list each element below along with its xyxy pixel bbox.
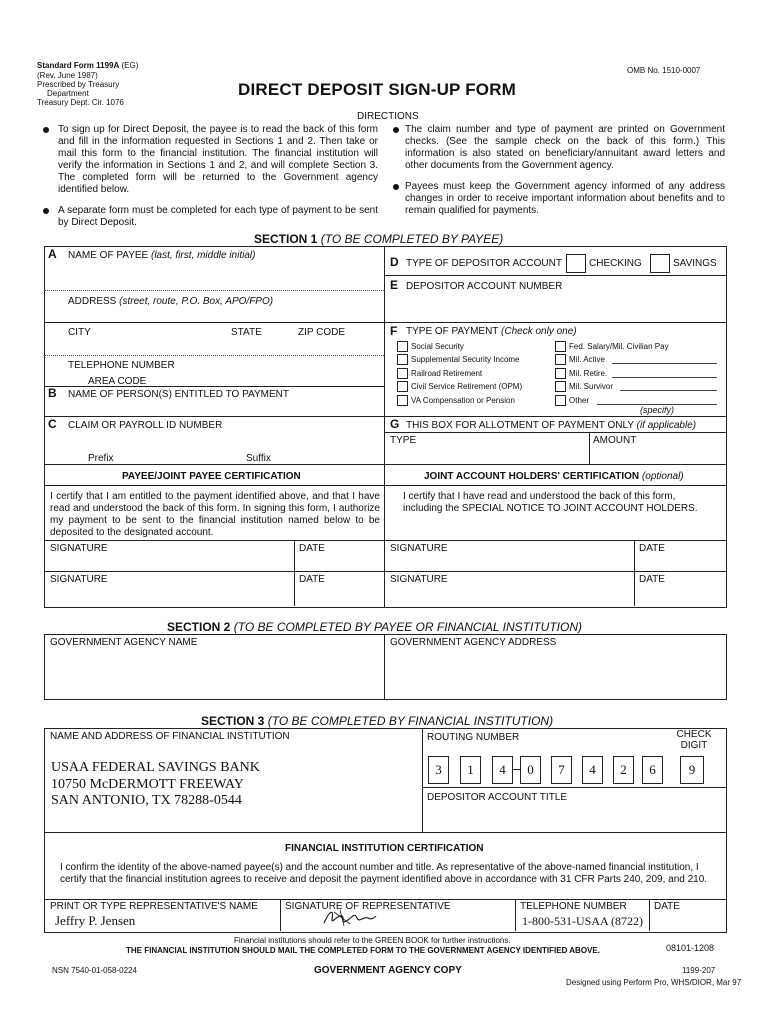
field-letter-g: G xyxy=(390,417,400,431)
form-id: 1199-207 xyxy=(682,966,716,975)
allotment-type-label: TYPE xyxy=(390,435,417,446)
check-digit-label-1: CHECK xyxy=(676,729,712,740)
agency-address-label: GOVERNMENT AGENCY ADDRESS xyxy=(390,637,557,648)
va-compensation-checkbox[interactable] xyxy=(397,395,408,406)
mil-survivor-checkbox[interactable] xyxy=(555,381,566,392)
routing-digit[interactable]: 6 xyxy=(642,756,663,784)
page-title: DIRECT DEPOSIT SIGN-UP FORM xyxy=(238,80,517,99)
agency-name-field[interactable] xyxy=(46,652,382,696)
rep-date-label: DATE xyxy=(654,901,680,912)
allotment-type-field[interactable] xyxy=(386,448,586,462)
payment-option-label: Civil Service Retirement (OPM) xyxy=(411,382,523,391)
second-joint-date-label: DATE xyxy=(639,574,665,585)
directions-heading: DIRECTIONS xyxy=(357,111,419,122)
green-book-note: Financial institutions should refer to the GREEN BOOK for further instructions. xyxy=(234,936,511,945)
civil-service-checkbox[interactable] xyxy=(397,381,408,392)
directions-left-1: To sign up for Direct Deposit, the payee is to read the back of this form and fill in the information requested in Sections 1 and 2. Then take or mail this form to the financial institution. The financial institution will verify the information in Sections 1 and 2, and will complete Section 3. The completed form will be returned to the Government agency identified below. xyxy=(58,124,378,195)
joint-payee-signature-label: SIGNATURE xyxy=(50,574,108,585)
payment-option-label: Other xyxy=(569,396,590,405)
joint-payee-signature-field[interactable] xyxy=(46,587,291,603)
joint-cert-title: JOINT ACCOUNT HOLDERS' CERTIFICATION (optional) xyxy=(424,471,684,482)
claim-id-label: CLAIM OR PAYROLL ID NUMBER xyxy=(68,420,223,431)
address-label: ADDRESS (street, route, P.O. Box, APO/FPO) xyxy=(68,296,274,307)
claim-id-field[interactable] xyxy=(45,434,383,450)
field-letter-f: F xyxy=(390,324,398,338)
fi-name-line-2: 10750 McDERMOTT FREEWAY xyxy=(51,777,244,792)
account-title-label: DEPOSITOR ACCOUNT TITLE xyxy=(427,792,568,803)
area-code-label: AREA CODE xyxy=(88,376,147,387)
mil-retire-checkbox[interactable] xyxy=(555,368,566,379)
form-number: Standard Form 1199A (EG) xyxy=(37,61,139,70)
savings-label: SAVINGS xyxy=(673,258,717,269)
joint-date-label: DATE xyxy=(639,543,665,554)
phone-value[interactable]: 1-800-531-USAA (8722) xyxy=(522,914,643,928)
rep-name-label: PRINT OR TYPE REPRESENTATIVE'S NAME xyxy=(50,901,258,912)
fi-name-line-3: SAN ANTONIO, TX 78288-0544 xyxy=(51,793,242,808)
prescribed-line-1: Prescribed by Treasury xyxy=(37,80,120,89)
fi-cert-title: FINANCIAL INSTITUTION CERTIFICATION xyxy=(285,843,484,854)
rep-signature-label: SIGNATURE OF REPRESENTATIVE xyxy=(285,901,451,912)
fi-name-label: NAME AND ADDRESS OF FINANCIAL INSTITUTION xyxy=(50,731,290,742)
account-number-label: DEPOSITOR ACCOUNT NUMBER xyxy=(406,281,563,292)
directions-right-2: Payees must keep the Government agency informed of any address changes in order to receive important information about benefits and to remain qualified for payments. xyxy=(405,181,725,216)
address-field[interactable] xyxy=(45,308,723,322)
phone-label: TELEPHONE NUMBER xyxy=(520,901,627,912)
field-letter-e: E xyxy=(390,278,399,292)
routing-digit[interactable]: 3 xyxy=(428,756,449,784)
directions-right-1: The claim number and type of payment are printed on Government checks. (See the sample check on the back of this form.) This information is also stated on beneficiary/annuitant award letters and other documents from the Government agency. xyxy=(405,124,725,171)
state-label: STATE xyxy=(231,327,262,338)
agency-name-label: GOVERNMENT AGENCY NAME xyxy=(50,637,198,648)
payment-option-label: Mil. Survivor xyxy=(569,382,614,391)
specify-hint: (specify) xyxy=(640,405,675,415)
designed-by: Designed using Perform Pro, WHS/DIOR, Mar 97 xyxy=(566,978,742,987)
routing-digit[interactable]: 2 xyxy=(613,756,634,784)
checking-label: CHECKING xyxy=(589,258,642,269)
social-security-checkbox[interactable] xyxy=(397,341,408,352)
account-number-field[interactable] xyxy=(386,294,724,308)
field-letter-c: C xyxy=(48,417,57,431)
section1-title: SECTION 1 (TO BE COMPLETED BY PAYEE) xyxy=(254,232,504,246)
allotment-amount-field[interactable] xyxy=(592,448,724,462)
account-type-label: TYPE OF DEPOSITOR ACCOUNT xyxy=(406,258,562,269)
field-letter-d: D xyxy=(390,255,399,269)
treasury-circular: Treasury Dept. Cir. 1076 xyxy=(37,98,124,107)
bullet-icon xyxy=(43,127,49,133)
directions-left-2: A separate form must be completed for each type of payment to be sent by Direct Deposit. xyxy=(58,205,378,228)
checking-checkbox[interactable] xyxy=(566,254,586,273)
payment-type-label: TYPE OF PAYMENT (Check only one) xyxy=(406,326,577,337)
city-state-zip-field[interactable] xyxy=(45,340,383,354)
mil-active-checkbox[interactable] xyxy=(555,354,566,365)
routing-digit[interactable]: 0 xyxy=(520,756,541,784)
bullet-icon xyxy=(393,184,399,190)
payment-option-label: Social Security xyxy=(411,342,464,351)
payee-name-field[interactable] xyxy=(45,262,383,290)
fed-salary-checkbox[interactable] xyxy=(555,341,566,352)
payment-option-label: VA Compensation or Pension xyxy=(411,396,515,405)
revision-date: (Rev. June 1987) xyxy=(37,71,98,80)
city-label: CITY xyxy=(68,327,91,338)
account-title-field[interactable] xyxy=(425,806,723,830)
fi-name-line-1: USAA FEDERAL SAVINGS BANK xyxy=(51,760,260,775)
bullet-icon xyxy=(393,127,399,133)
payment-option-label: Mil. Active xyxy=(569,355,606,364)
agency-address-field[interactable] xyxy=(387,652,723,696)
allotment-label: THIS BOX FOR ALLOTMENT OF PAYMENT ONLY (if applicable) xyxy=(406,420,697,431)
payment-option-label: Fed. Salary/Mil. Civilian Pay xyxy=(569,342,669,351)
joint-payee-date-label: DATE xyxy=(299,574,325,585)
entitled-persons-label: NAME OF PERSON(S) ENTITLED TO PAYMENT xyxy=(68,389,289,400)
routing-digit[interactable]: 4 xyxy=(582,756,603,784)
form-code: 08101-1208 xyxy=(666,943,715,953)
suffix-label: Suffix xyxy=(246,453,271,464)
prescribed-line-2: Department xyxy=(47,89,89,98)
field-letter-b: B xyxy=(48,386,57,400)
nsn-number: NSN 7540-01-058-0224 xyxy=(52,966,137,975)
joint-signature-field[interactable] xyxy=(387,556,631,570)
ssi-checkbox[interactable] xyxy=(397,354,408,365)
copy-label: GOVERNMENT AGENCY COPY xyxy=(314,965,462,976)
second-joint-signature-field[interactable] xyxy=(387,587,631,603)
bullet-icon xyxy=(43,208,49,214)
prefix-label: Prefix xyxy=(88,453,114,464)
section2-title: SECTION 2 (TO BE COMPLETED BY PAYEE OR FINANCIAL INSTITUTION) xyxy=(167,620,582,634)
routing-digit[interactable]: 4 xyxy=(492,756,513,784)
payment-option-label: Supplemental Security Income xyxy=(411,355,520,364)
second-joint-signature-label: SIGNATURE xyxy=(390,574,448,585)
payee-signature-field[interactable] xyxy=(46,556,291,570)
omb-number: OMB No. 1510-0007 xyxy=(627,66,701,75)
payee-signature-label: SIGNATURE xyxy=(50,543,108,554)
representative-signature xyxy=(320,906,380,930)
allotment-amount-label: AMOUNT xyxy=(593,435,637,446)
joint-cert-text: I certify that I have read and understood the back of this form, including the SPECIAL NOTICE TO JOINT ACCOUNT HOLDERS. xyxy=(403,491,698,514)
check-digit-label-2: DIGIT xyxy=(680,740,708,751)
entitled-persons-field[interactable] xyxy=(45,401,383,415)
railroad-retirement-checkbox[interactable] xyxy=(397,368,408,379)
check-digit-box[interactable]: 9 xyxy=(680,756,704,784)
zip-label: ZIP CODE xyxy=(298,327,346,338)
payee-cert-text: I certify that I am entitled to the payment identified above, and that I have read and understood the back of this form. In signing this form, I authorize my payment to be sent to the financial institution named below to be deposited to the designated account. xyxy=(50,491,380,538)
field-letter-a: A xyxy=(48,247,57,261)
rep-name-value[interactable]: Jeffry P. Jensen xyxy=(55,913,136,928)
fi-cert-text: I confirm the identity of the above-named payee(s) and the account number and title. As representative of the above-named financial institution, I certify that the financial institution agrees to receive and deposit the payment identified above in accordance with 31 CFR Parts 240, 209, and 210. xyxy=(60,862,708,885)
mail-notice: THE FINANCIAL INSTITUTION SHOULD MAIL THE COMPLETED FORM TO THE GOVERNMENT AGENCY IDENTIFIED ABOVE. xyxy=(126,946,600,955)
routing-number-label: ROUTING NUMBER xyxy=(427,732,520,743)
payee-date-label: DATE xyxy=(299,543,325,554)
payee-cert-title: PAYEE/JOINT PAYEE CERTIFICATION xyxy=(122,471,301,482)
section3-title: SECTION 3 (TO BE COMPLETED BY FINANCIAL INSTITUTION) xyxy=(201,714,554,728)
payment-option-label: Mil. Retire. xyxy=(569,369,608,378)
payment-option-label: Railroad Retirement xyxy=(411,369,483,378)
payee-name-label: NAME OF PAYEE (last, first, middle initial) xyxy=(68,250,256,261)
routing-digit[interactable]: 7 xyxy=(551,756,572,784)
telephone-label: TELEPHONE NUMBER xyxy=(68,360,175,371)
routing-digit[interactable]: 1 xyxy=(460,756,481,784)
other-checkbox[interactable] xyxy=(555,395,566,406)
savings-checkbox[interactable] xyxy=(650,254,670,273)
joint-signature-label: SIGNATURE xyxy=(390,543,448,554)
rep-date-field[interactable] xyxy=(652,913,723,929)
telephone-field[interactable] xyxy=(150,372,380,386)
